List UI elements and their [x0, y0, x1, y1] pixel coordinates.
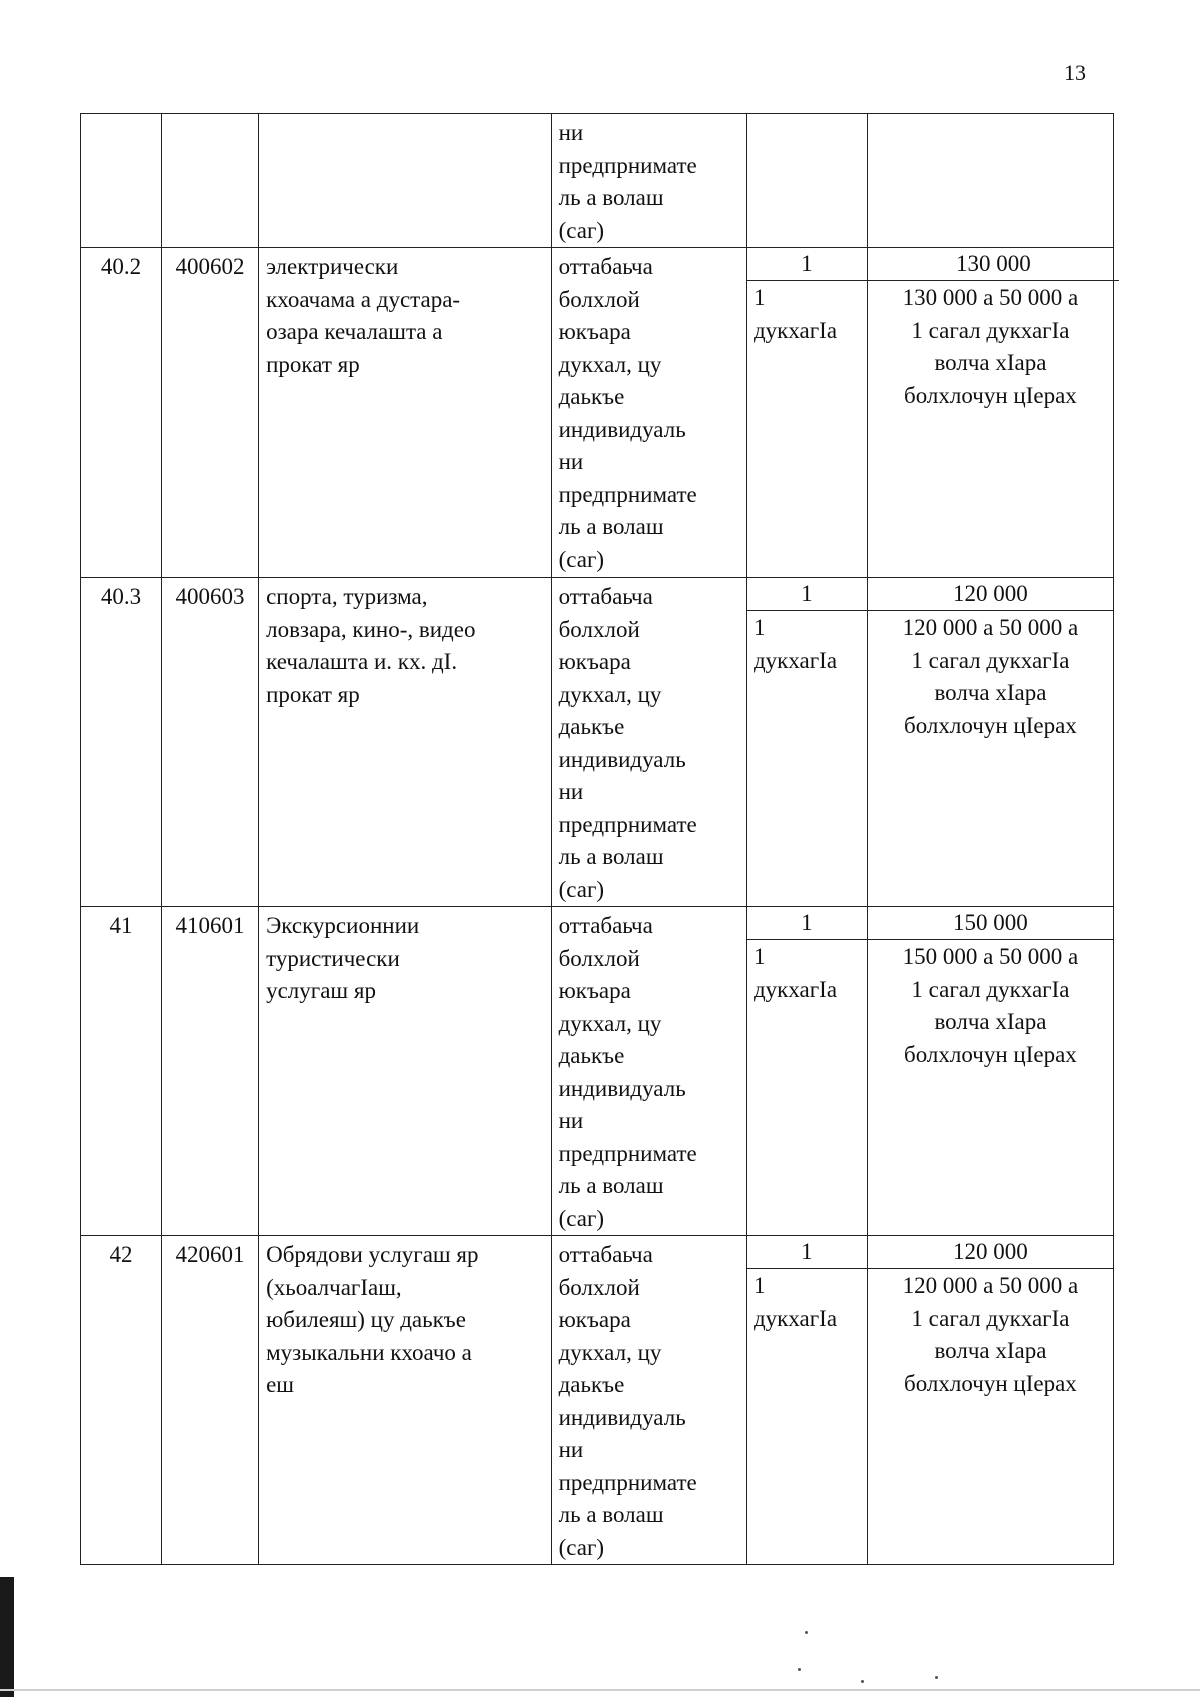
- row-value-top: 1: [747, 578, 867, 611]
- row-number: 42: [109, 1242, 133, 1267]
- row-condition: оттабаьча болхлой юкъара дукхал, цу даькъе индивидуаль ни предпрнимате ль а волаш (саг): [558, 584, 697, 902]
- condition-text: ни предпрнимате ль а волаш (саг): [558, 120, 697, 243]
- row-value-sub: 1 дукхагIа: [753, 615, 838, 673]
- table-row-continuation: [81, 114, 1114, 248]
- table-row: [81, 248, 1114, 578]
- row-value-sub: 1 дукхагIа: [753, 1273, 838, 1331]
- row-rate-top: 150 000: [868, 907, 1113, 940]
- row-name: спорта, туризма, ловзара, кино-, видео кечалашта и. кх. дI. прокат яр: [266, 584, 476, 707]
- scan-speck: [861, 1680, 864, 1683]
- row-rate-sub: 120 000 а 50 000 а 1 сагал дукхагIа волча хIара болхлочун цIерах: [902, 1273, 1079, 1396]
- row-condition: оттабаьча болхлой юкъара дукхал, цу даькъе индивидуаль ни предпрнимате ль а волаш (саг): [558, 254, 697, 572]
- row-rate-sub: 120 000 а 50 000 а 1 сагал дукхагIа волча хIара болхлочун цIерах: [902, 615, 1079, 738]
- row-rate-top: 130 000: [868, 248, 1119, 281]
- row-value-top: 1: [747, 248, 867, 281]
- row-condition: оттабаьча болхлой юкъара дукхал, цу даькъе индивидуаль ни предпрнимате ль а волаш (саг): [558, 913, 697, 1231]
- table-row: [81, 1236, 1114, 1565]
- row-number: 41: [109, 913, 133, 938]
- row-value-sub: 1 дукхагIа: [753, 944, 838, 1002]
- row-rate-sub: 150 000 а 50 000 а 1 сагал дукхагIа волча хIара болхлочун цIерах: [902, 944, 1079, 1067]
- row-rate-top: 120 000: [868, 578, 1113, 611]
- row-code: 400602: [175, 254, 245, 279]
- num-cell: [81, 114, 162, 248]
- row-condition: оттабаьча болхлой юкъара дукхал, цу даькъе индивидуаль ни предпрнимате ль а волаш (саг): [558, 1242, 697, 1560]
- value-cell: [746, 114, 867, 248]
- condition-cell: [551, 114, 746, 248]
- row-code: 410601: [175, 913, 245, 938]
- row-name: электрически кхоачама а дустара- озара кечалашта а прокат яр: [266, 254, 461, 377]
- row-name: Обрядови услугаш яр (хьоалчагIаш, юбилеяш) цу даькъе музыкальни кхоачо а еш: [266, 1242, 479, 1397]
- row-rate-top: 120 000: [868, 1236, 1113, 1269]
- scan-speck: [935, 1676, 938, 1679]
- row-value-top: 1: [747, 907, 867, 940]
- row-code: 400603: [175, 584, 245, 609]
- table-row: [81, 907, 1114, 1236]
- table-row: [81, 578, 1114, 907]
- scan-edge-shadow: [0, 1577, 14, 1697]
- scan-bottom-line: [0, 1689, 1200, 1691]
- code-cell: [161, 114, 258, 248]
- name-cell: [259, 114, 552, 248]
- row-number: 40.3: [100, 584, 142, 609]
- row-code: 420601: [175, 1242, 245, 1267]
- tariff-table: [80, 113, 1114, 1565]
- row-name: Экскурсионнии туристически услугаш яр: [266, 913, 420, 1003]
- rate-cell: [867, 114, 1113, 248]
- scan-speck: [798, 1668, 801, 1671]
- row-value-sub: 1 дукхагIа: [753, 285, 838, 343]
- row-rate-sub: 130 000 а 50 000 а 1 сагал дукхагIа волча хIара болхлочун цIерах: [902, 285, 1079, 408]
- row-value-top: 1: [747, 1236, 867, 1269]
- row-number: 40.2: [100, 254, 142, 279]
- scan-speck: [805, 1631, 808, 1634]
- page-number: 13: [1064, 60, 1086, 85]
